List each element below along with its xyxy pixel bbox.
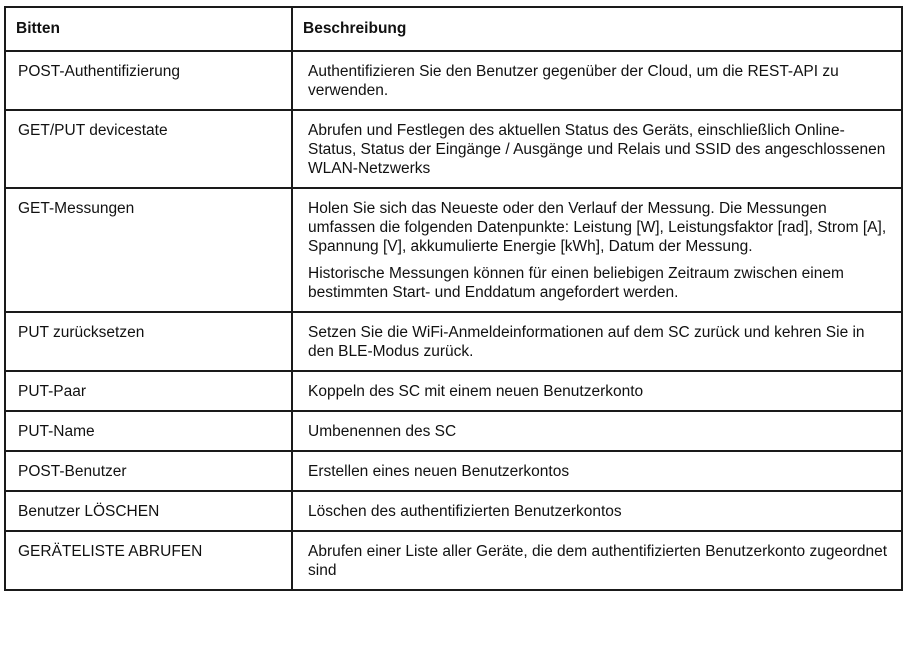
description-cell (292, 491, 902, 531)
command-cell: Benutzer LÖSCHEN (5, 491, 292, 531)
command-cell: PUT-Paar (5, 371, 292, 411)
table-row (5, 371, 902, 411)
description-cell (292, 312, 902, 371)
table-header-row (5, 7, 902, 51)
command-cell: PUT zurücksetzen (5, 312, 292, 371)
table-row (5, 51, 902, 110)
table-row (5, 312, 902, 371)
description-paragraph: Historische Messungen können für einen beliebigen Zeitraum zwischen einem bestimmten Start- und Enddatum angefordert werden. (308, 265, 844, 301)
description-paragraph: Abrufen und Festlegen des aktuellen Status des Geräts, einschließlich Online-Status, Status der Eingänge / Ausgänge und Relais und SSID des angeschlossenen WLAN-Netzwerks (308, 122, 886, 177)
command-cell: POST-Authentifizierung (5, 51, 292, 110)
description-cell (292, 371, 902, 411)
description-paragraph: Erstellen eines neuen Benutzerkontos (308, 463, 570, 480)
table-row (5, 491, 902, 531)
table-row (5, 188, 902, 312)
description-paragraph: Koppeln des SC mit einem neuen Benutzerkonto (308, 383, 644, 400)
description-paragraph: Setzen Sie die WiFi-Anmeldeinformationen auf dem SC zurück und kehren Sie in den BLE-Modus zurück. (308, 324, 865, 360)
description-paragraph: Löschen des authentifizierten Benutzerkontos (308, 503, 622, 520)
command-cell: GET/PUT devicestate (5, 110, 292, 188)
table-row (5, 451, 902, 491)
description-paragraph: Holen Sie sich das Neueste oder den Verlauf der Messung. Die Messungen umfassen die folgenden Datenpunkte: Leistung [W], Leistungsfaktor [rad], Strom [A], Spannung [V], akkumulierte Energie [kWh], Datum der Messung. (308, 200, 887, 255)
description-cell (292, 411, 902, 451)
description-paragraph: Authentifizieren Sie den Benutzer gegenüber der Cloud, um die REST-API zu verwenden. (308, 63, 839, 99)
table-row (5, 531, 902, 590)
description-cell (292, 188, 902, 312)
table-row (5, 110, 902, 188)
table-body (5, 51, 902, 590)
description-cell (292, 110, 902, 188)
description-cell (292, 531, 902, 590)
header-description: Beschreibung (292, 7, 902, 51)
command-cell: GET-Messungen (5, 188, 292, 312)
description-paragraph: Umbenennen des SC (308, 423, 457, 440)
command-cell: POST-Benutzer (5, 451, 292, 491)
api-command-table (4, 6, 903, 591)
description-cell (292, 451, 902, 491)
header-command: Bitten (5, 7, 292, 51)
table-row (5, 411, 902, 451)
description-paragraph: Abrufen einer Liste aller Geräte, die dem authentifizierten Benutzerkonto zugeordnet sind (308, 543, 888, 579)
command-cell: GERÄTELISTE ABRUFEN (5, 531, 292, 590)
description-cell (292, 51, 902, 110)
command-cell: PUT-Name (5, 411, 292, 451)
